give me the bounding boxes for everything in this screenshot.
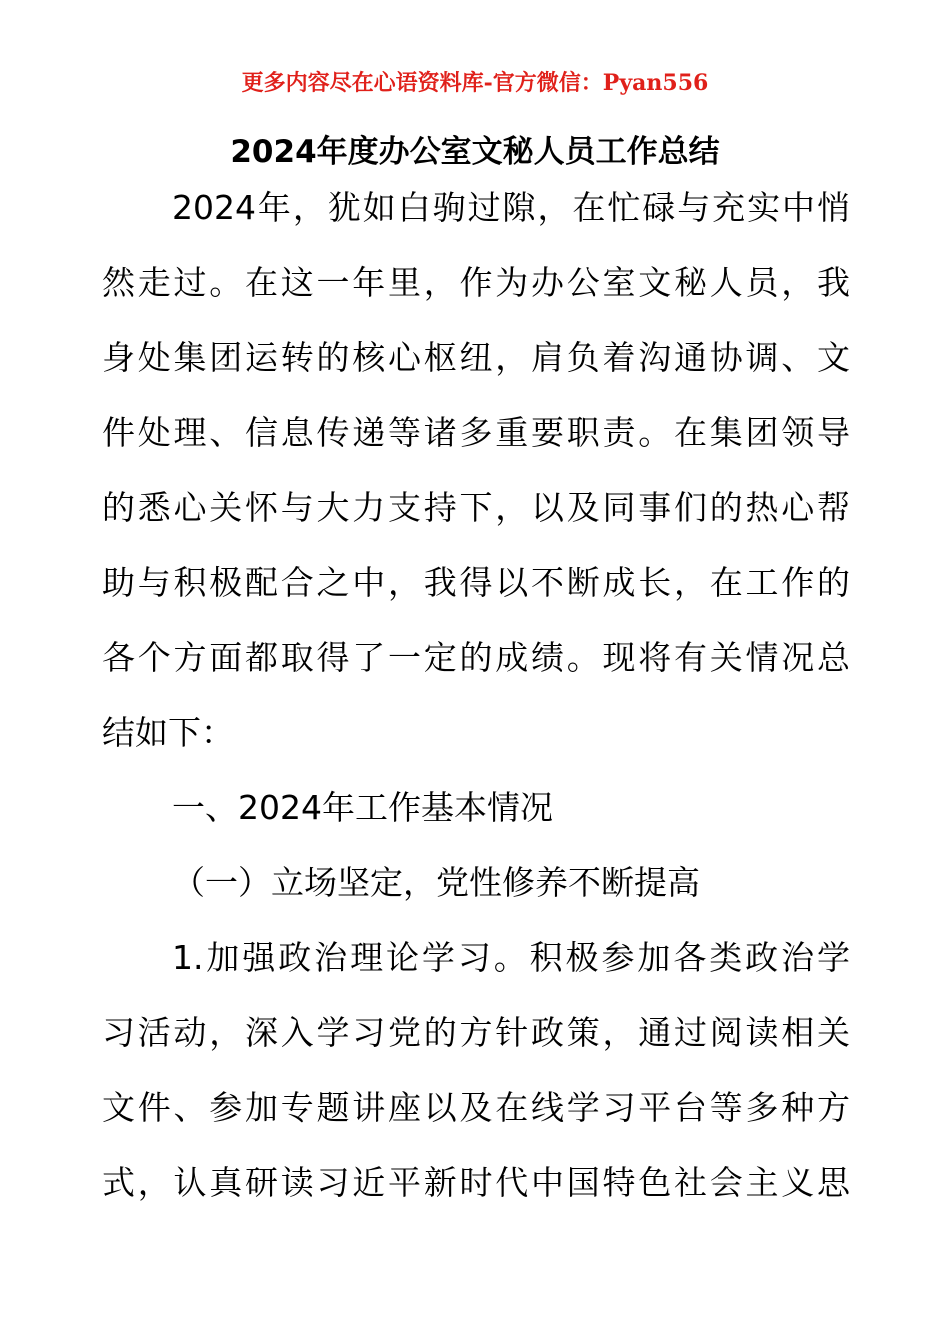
paragraph-line: 身处集团运转的核心枢纽，肩负着沟通协调、文: [102, 338, 850, 377]
section-heading: 一、2024年工作基本情况: [172, 788, 553, 827]
paragraph-line: 结如下：: [102, 713, 234, 752]
paragraph-line: 习活动，深入学习党的方针政策，通过阅读相关: [102, 1013, 850, 1052]
paragraph-line: 的悉心关怀与大力支持下，以及同事们的热心帮: [102, 488, 850, 527]
paragraph-line: 各个方面都取得了一定的成绩。现将有关情况总: [102, 638, 850, 677]
document-body: [102, 170, 850, 1220]
paragraph-line: 1.加强政治理论学习。积极参加各类政治学: [172, 938, 850, 977]
paragraph-line: 助与积极配合之中，我得以不断成长，在工作的: [102, 563, 850, 602]
paragraph-line: 件处理、信息传递等诸多重要职责。在集团领导: [102, 413, 850, 452]
paragraph-line: 式，认真研读习近平新时代中国特色社会主义思: [102, 1163, 850, 1202]
header-watermark-note: 更多内容尽在心语资料库-官方微信：Pyan556: [241, 70, 709, 96]
document-title: 2024年度办公室文秘人员工作总结: [230, 134, 720, 170]
subsection-heading: （一）立场坚定，党性修养不断提高: [172, 863, 700, 902]
paragraph-line: 2024年，犹如白驹过隙，在忙碌与充实中悄: [172, 188, 850, 227]
paragraph-line: 文件、参加专题讲座以及在线学习平台等多种方: [102, 1088, 850, 1127]
paragraph-line: 然走过。在这一年里，作为办公室文秘人员，我: [102, 263, 850, 302]
